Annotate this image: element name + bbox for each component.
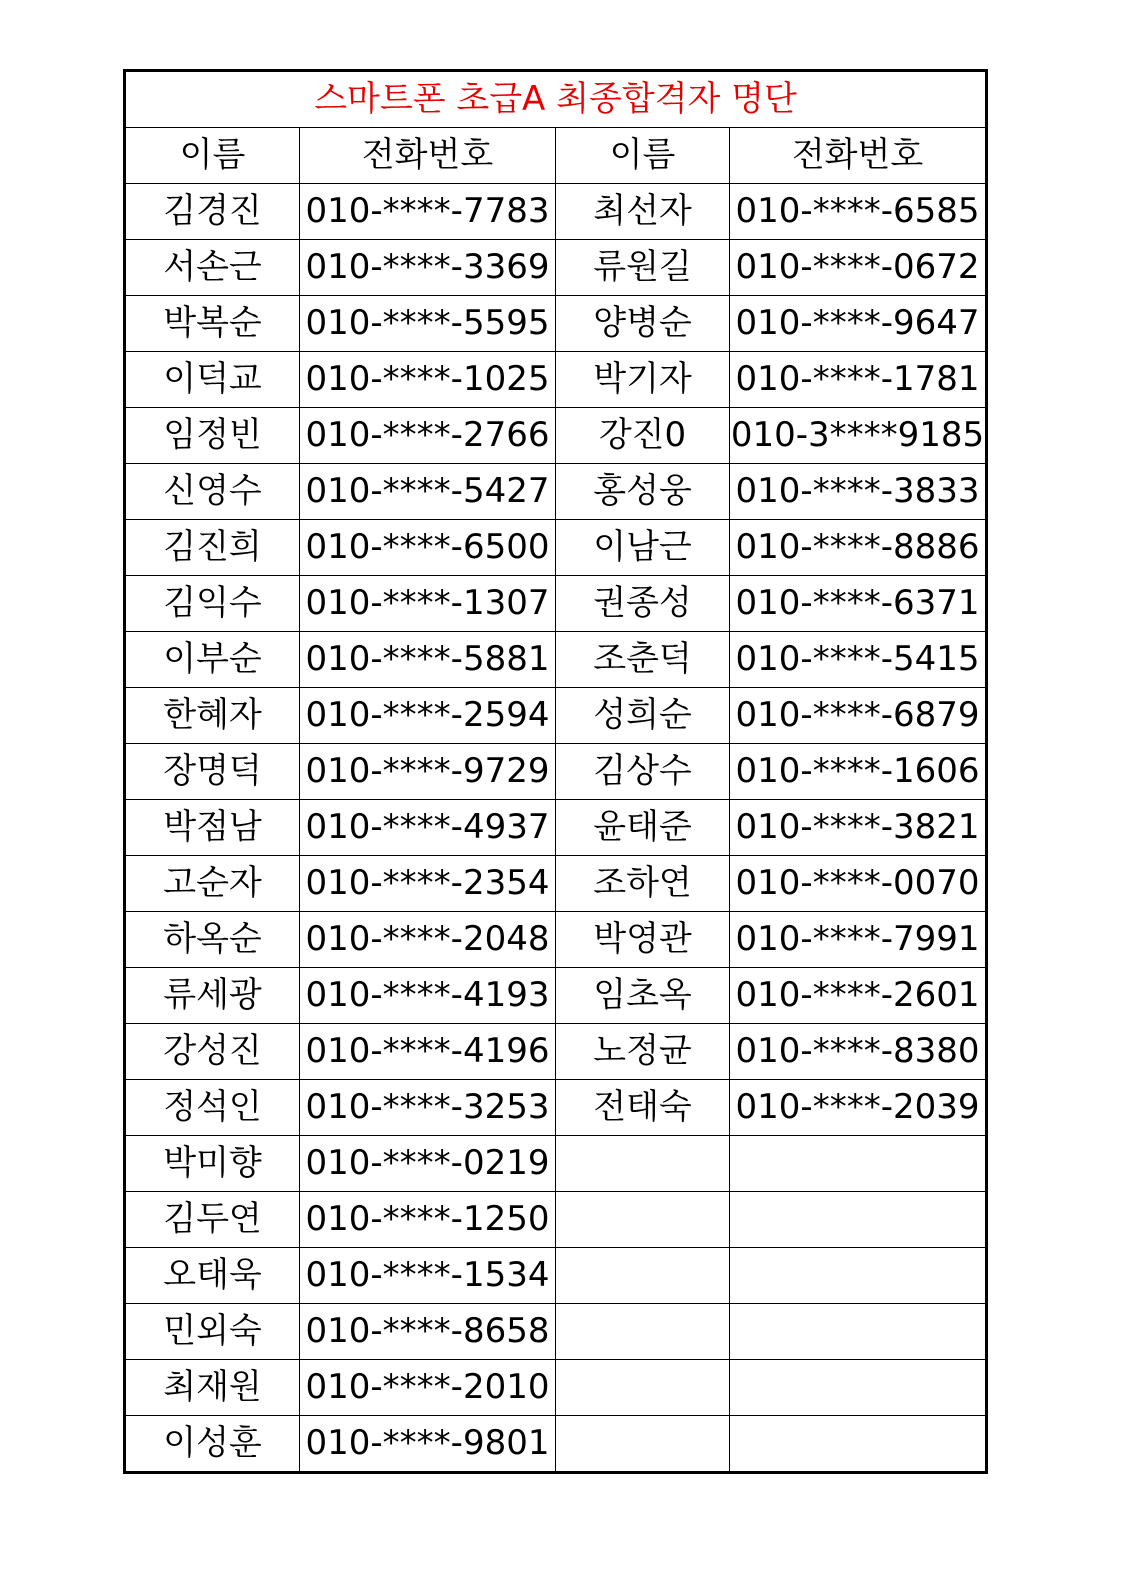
phone-cell-right: 010-****-8380 xyxy=(730,1024,986,1080)
phone-cell-right: 010-****-1781 xyxy=(730,352,986,408)
table-row xyxy=(126,688,986,744)
name-cell-right: 류원길 xyxy=(556,240,730,296)
table-row xyxy=(126,408,986,464)
name-cell-left: 한혜자 xyxy=(126,688,300,744)
table-row xyxy=(126,1248,986,1304)
phone-cell-right xyxy=(730,1136,986,1192)
phone-cell-right: 010-****-1606 xyxy=(730,744,986,800)
name-cell-right: 임초옥 xyxy=(556,968,730,1024)
phone-cell-right xyxy=(730,1304,986,1360)
name-cell-left: 최재원 xyxy=(126,1360,300,1416)
phone-cell-right: 010-****-0070 xyxy=(730,856,986,912)
phone-cell-right: 010-****-2601 xyxy=(730,968,986,1024)
table-row xyxy=(126,912,986,968)
table-row xyxy=(126,576,986,632)
table-row xyxy=(126,632,986,688)
name-cell-left: 신영수 xyxy=(126,464,300,520)
table-row xyxy=(126,520,986,576)
name-cell-left: 박복순 xyxy=(126,296,300,352)
table-row xyxy=(126,240,986,296)
phone-cell-left: 010-****-4937 xyxy=(300,800,556,856)
name-cell-left: 이덕교 xyxy=(126,352,300,408)
name-cell-right: 조하연 xyxy=(556,856,730,912)
phone-cell-left: 010-****-1250 xyxy=(300,1192,556,1248)
phone-cell-left: 010-****-2354 xyxy=(300,856,556,912)
name-cell-left: 하옥순 xyxy=(126,912,300,968)
phone-cell-right: 010-****-9647 xyxy=(730,296,986,352)
phone-cell-right: 010-****-3833 xyxy=(730,464,986,520)
name-cell-right: 최선자 xyxy=(556,184,730,240)
table-row xyxy=(126,1080,986,1136)
table-row xyxy=(126,352,986,408)
name-cell-right: 박영관 xyxy=(556,912,730,968)
phone-cell-right xyxy=(730,1192,986,1248)
name-cell-right: 이남근 xyxy=(556,520,730,576)
name-cell-left: 이성훈 xyxy=(126,1416,300,1472)
name-cell-right: 양병순 xyxy=(556,296,730,352)
table-row xyxy=(126,464,986,520)
header-name-2: 이름 xyxy=(556,128,730,184)
table-row xyxy=(126,184,986,240)
phone-cell-left: 010-****-3253 xyxy=(300,1080,556,1136)
phone-cell-left: 010-****-2048 xyxy=(300,912,556,968)
phone-cell-left: 010-****-2010 xyxy=(300,1360,556,1416)
table-row xyxy=(126,1192,986,1248)
table-row xyxy=(126,1416,986,1472)
name-cell-left: 고순자 xyxy=(126,856,300,912)
name-cell-right xyxy=(556,1136,730,1192)
name-cell-right: 홍성웅 xyxy=(556,464,730,520)
name-cell-left: 오태욱 xyxy=(126,1248,300,1304)
name-cell-left: 박미향 xyxy=(126,1136,300,1192)
phone-cell-left: 010-****-9801 xyxy=(300,1416,556,1472)
phone-cell-left: 010-****-5427 xyxy=(300,464,556,520)
name-cell-right: 강진0 xyxy=(556,408,730,464)
name-cell-right: 권종성 xyxy=(556,576,730,632)
phone-cell-left: 010-****-2594 xyxy=(300,688,556,744)
phone-cell-left: 010-****-6500 xyxy=(300,520,556,576)
phone-cell-right: 010-****-2039 xyxy=(730,1080,986,1136)
name-cell-right: 윤태준 xyxy=(556,800,730,856)
phone-cell-left: 010-****-1025 xyxy=(300,352,556,408)
table-row xyxy=(126,744,986,800)
phone-cell-left: 010-****-2766 xyxy=(300,408,556,464)
table-row xyxy=(126,1304,986,1360)
phone-cell-left: 010-****-5595 xyxy=(300,296,556,352)
header-phone-1: 전화번호 xyxy=(300,128,556,184)
phone-cell-right: 010-****-8886 xyxy=(730,520,986,576)
phone-cell-left: 010-****-8658 xyxy=(300,1304,556,1360)
phone-cell-right: 010-****-5415 xyxy=(730,632,986,688)
phone-cell-left: 010-****-4196 xyxy=(300,1024,556,1080)
phone-cell-right: 010-****-3821 xyxy=(730,800,986,856)
table-row xyxy=(126,800,986,856)
roster-title: 스마트폰 초급A 최종합격자 명단 xyxy=(126,72,986,128)
name-cell-left: 류세광 xyxy=(126,968,300,1024)
name-cell-right: 성희순 xyxy=(556,688,730,744)
name-cell-right: 노정균 xyxy=(556,1024,730,1080)
phone-cell-right: 010-****-6585 xyxy=(730,184,986,240)
title-row xyxy=(126,72,986,128)
phone-cell-right: 010-****-7991 xyxy=(730,912,986,968)
header-phone-2: 전화번호 xyxy=(730,128,986,184)
phone-cell-right: 010-3****9185 xyxy=(730,408,986,464)
roster-table-body xyxy=(126,72,986,1472)
name-cell-left: 김경진 xyxy=(126,184,300,240)
phone-cell-left: 010-****-1534 xyxy=(300,1248,556,1304)
table-row xyxy=(126,1136,986,1192)
table-row xyxy=(126,968,986,1024)
name-cell-left: 서손근 xyxy=(126,240,300,296)
phone-cell-left: 010-****-3369 xyxy=(300,240,556,296)
phone-cell-left: 010-****-9729 xyxy=(300,744,556,800)
name-cell-right xyxy=(556,1248,730,1304)
phone-cell-left: 010-****-7783 xyxy=(300,184,556,240)
name-cell-left: 박점남 xyxy=(126,800,300,856)
phone-cell-right xyxy=(730,1248,986,1304)
name-cell-right: 전태숙 xyxy=(556,1080,730,1136)
header-row xyxy=(126,128,986,184)
name-cell-left: 강성진 xyxy=(126,1024,300,1080)
phone-cell-right: 010-****-0672 xyxy=(730,240,986,296)
phone-cell-right: 010-****-6879 xyxy=(730,688,986,744)
name-cell-left: 임정빈 xyxy=(126,408,300,464)
name-cell-right: 조춘덕 xyxy=(556,632,730,688)
table-row xyxy=(126,1024,986,1080)
phone-cell-right xyxy=(730,1360,986,1416)
name-cell-right xyxy=(556,1304,730,1360)
name-cell-right: 박기자 xyxy=(556,352,730,408)
name-cell-left: 김두연 xyxy=(126,1192,300,1248)
name-cell-right xyxy=(556,1192,730,1248)
name-cell-left: 민외숙 xyxy=(126,1304,300,1360)
name-cell-right: 김상수 xyxy=(556,744,730,800)
phone-cell-left: 010-****-1307 xyxy=(300,576,556,632)
phone-cell-right xyxy=(730,1416,986,1472)
roster-table xyxy=(125,71,986,1472)
name-cell-left: 김진희 xyxy=(126,520,300,576)
name-cell-right xyxy=(556,1416,730,1472)
phone-cell-left: 010-****-5881 xyxy=(300,632,556,688)
table-row xyxy=(126,1360,986,1416)
header-name-1: 이름 xyxy=(126,128,300,184)
name-cell-right xyxy=(556,1360,730,1416)
table-row xyxy=(126,296,986,352)
phone-cell-left: 010-****-4193 xyxy=(300,968,556,1024)
phone-cell-right: 010-****-6371 xyxy=(730,576,986,632)
phone-cell-left: 010-****-0219 xyxy=(300,1136,556,1192)
table-row xyxy=(126,856,986,912)
name-cell-left: 정석인 xyxy=(126,1080,300,1136)
name-cell-left: 김익수 xyxy=(126,576,300,632)
name-cell-left: 장명덕 xyxy=(126,744,300,800)
name-cell-left: 이부순 xyxy=(126,632,300,688)
